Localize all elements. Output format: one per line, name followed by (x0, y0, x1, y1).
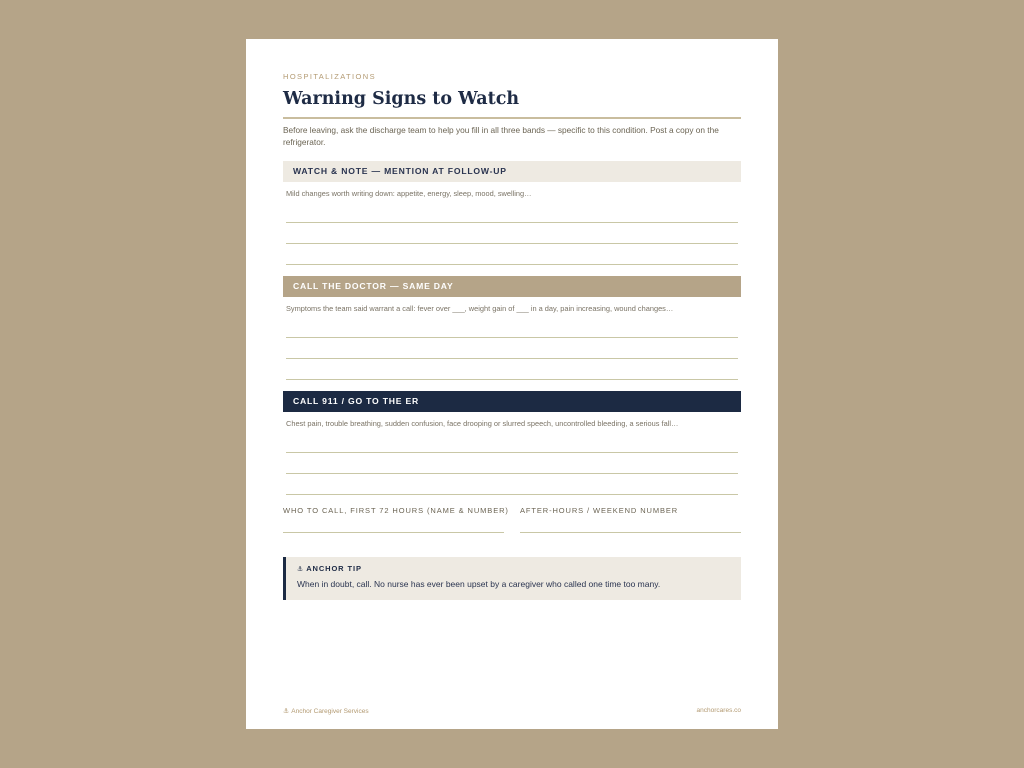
band-call-911: CALL 911 / GO TO THE ER (283, 391, 741, 412)
writing-line[interactable] (286, 494, 738, 495)
writing-line[interactable] (286, 452, 738, 453)
band-call-doctor-hint: Symptoms the team said warrant a call: fever over ___, weight gain of ___ in a day, pain increasing, wound changes… (286, 304, 674, 313)
writing-line[interactable] (286, 243, 738, 244)
writing-line[interactable] (286, 379, 738, 380)
writing-line[interactable] (286, 264, 738, 265)
band-call-doctor: CALL THE DOCTOR — SAME DAY (283, 276, 741, 297)
writing-line[interactable] (286, 337, 738, 338)
footer-brand-text: Anchor Caregiver Services (291, 708, 369, 715)
title-divider (283, 117, 741, 119)
first-72-hours-label: WHO TO CALL, FIRST 72 HOURS (NAME & NUMBER) (283, 506, 509, 515)
writing-line[interactable] (286, 473, 738, 474)
writing-line[interactable] (286, 222, 738, 223)
anchor-icon: ⚓ (297, 566, 305, 573)
anchor-tip-box (283, 557, 741, 600)
footer-site[interactable]: anchorcares.co (696, 707, 741, 714)
after-hours-field[interactable] (520, 532, 741, 533)
tip-body: When in doubt, call. No nurse has ever been upset by a caregiver who called one time too many. (297, 579, 661, 589)
anchor-icon: ⚓ (283, 708, 290, 715)
after-hours-label: AFTER-HOURS / WEEKEND NUMBER (520, 506, 679, 515)
worksheet-page (246, 39, 778, 729)
writing-line[interactable] (286, 358, 738, 359)
worksheet-content (283, 39, 741, 729)
band-watch-note-hint: Mild changes worth writing down: appetite, energy, sleep, mood, swelling… (286, 189, 532, 198)
band-call-911-hint: Chest pain, trouble breathing, sudden confusion, face drooping or slurred speech, uncontrolled bleeding, a serious fall… (286, 419, 679, 428)
section-eyebrow: HOSPITALIZATIONS (283, 72, 376, 81)
band-watch-note: WATCH & NOTE — MENTION AT FOLLOW-UP (283, 161, 741, 182)
first-72-hours-field[interactable] (283, 532, 504, 533)
page-title: Warning Signs to Watch (283, 89, 520, 109)
footer-brand (283, 707, 369, 715)
tip-title: ANCHOR TIP (306, 564, 362, 573)
intro-text: Before leaving, ask the discharge team to help you fill in all three bands — specific to this condition. Post a copy on the refrigerator. (283, 125, 719, 147)
tip-heading (297, 564, 362, 573)
